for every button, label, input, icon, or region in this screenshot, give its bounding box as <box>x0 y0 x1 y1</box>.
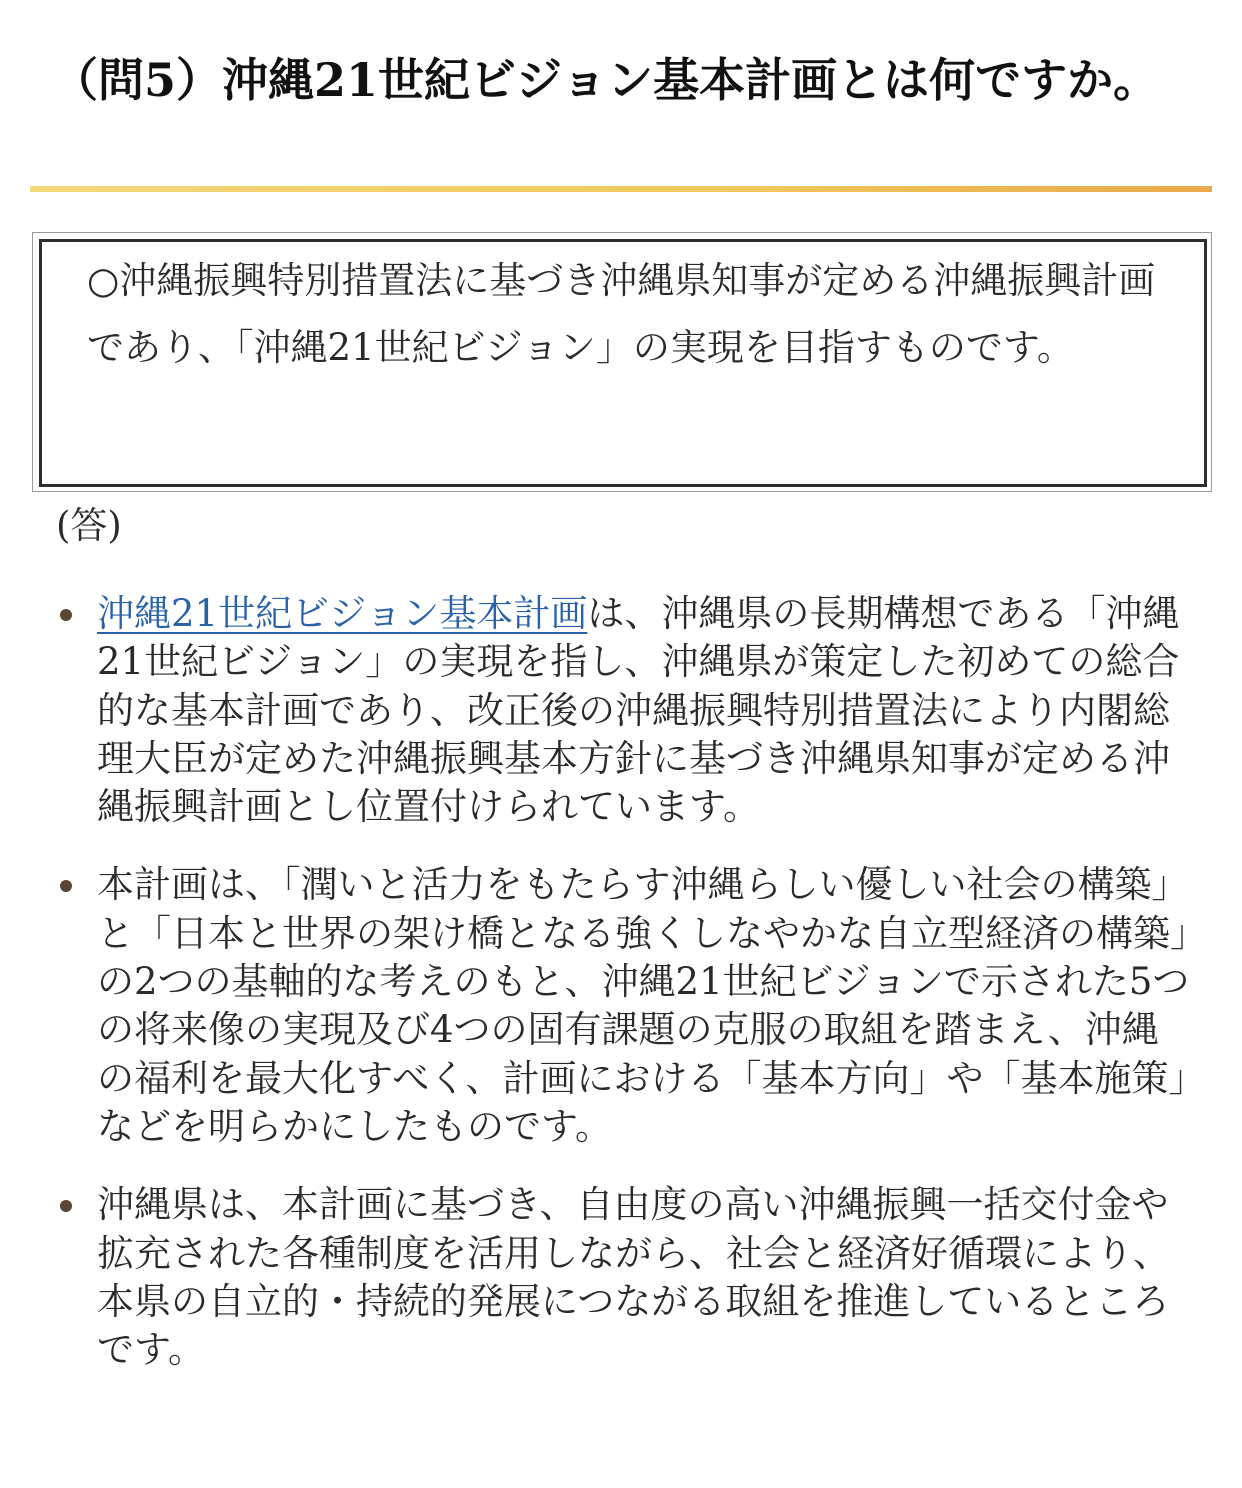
answer-bullet-list <box>0 590 1242 1404</box>
answer-label: (答) <box>56 504 122 547</box>
title-underline-divider <box>30 186 1212 192</box>
answer-bullet-text: は、沖縄県の長期構想である「沖縄21世紀ビジョン」の実現を指し、沖縄県が策定した初めての総合的な基本計画であり、改正後の沖縄振興特別措置法により内閣総理大臣が定めた沖縄振興基本方針に基づき沖縄県知事が定める沖縄振興計画とし位置付けられています。 <box>97 592 1180 829</box>
answer-bullet-item <box>0 861 1195 1151</box>
bullet-dot-icon <box>60 1200 72 1212</box>
question-title: （問5）沖縄21世紀ビジョン基本計画とは何ですか。 <box>52 53 1160 107</box>
answer-bullet-item <box>0 1181 1195 1374</box>
answer-bullet-item <box>0 590 1195 831</box>
bullet-dot-icon <box>60 609 72 621</box>
answer-bullet-text: 本計画は、「潤いと活力をもたらす沖縄らしい優しい社会の構築」と「日本と世界の架け橋となる強くしなやかな自立型経済の構築」の2つの基軸的な考えのもと、沖縄21世紀ビジョンで示された5つの将来像の実現及び4つの固有課題の克服の取組を踏まえ、沖縄の福利を最大化すべく、計画における「基本方向」や「基本施策」などを明らかにしたものです。 <box>97 863 1190 1148</box>
question-summary-text: ○沖縄振興特別措置法に基づき沖縄県知事が定める沖縄振興計画であり、「沖縄21世紀ビジョン」の実現を目指すものです。 <box>87 259 1156 369</box>
answer-bullet-text: 沖縄県は、本計画に基づき、自由度の高い沖縄振興一括交付金や拡充された各種制度を活用しながら、社会と経済好循環により、本県の自立的・持続的発展につながる取組を推進しているところです。 <box>97 1183 1170 1372</box>
bullet-dot-icon <box>60 880 72 892</box>
question-summary-box <box>32 232 1212 492</box>
basic-plan-link[interactable]: 沖縄21世紀ビジョン基本計画 <box>97 592 588 635</box>
